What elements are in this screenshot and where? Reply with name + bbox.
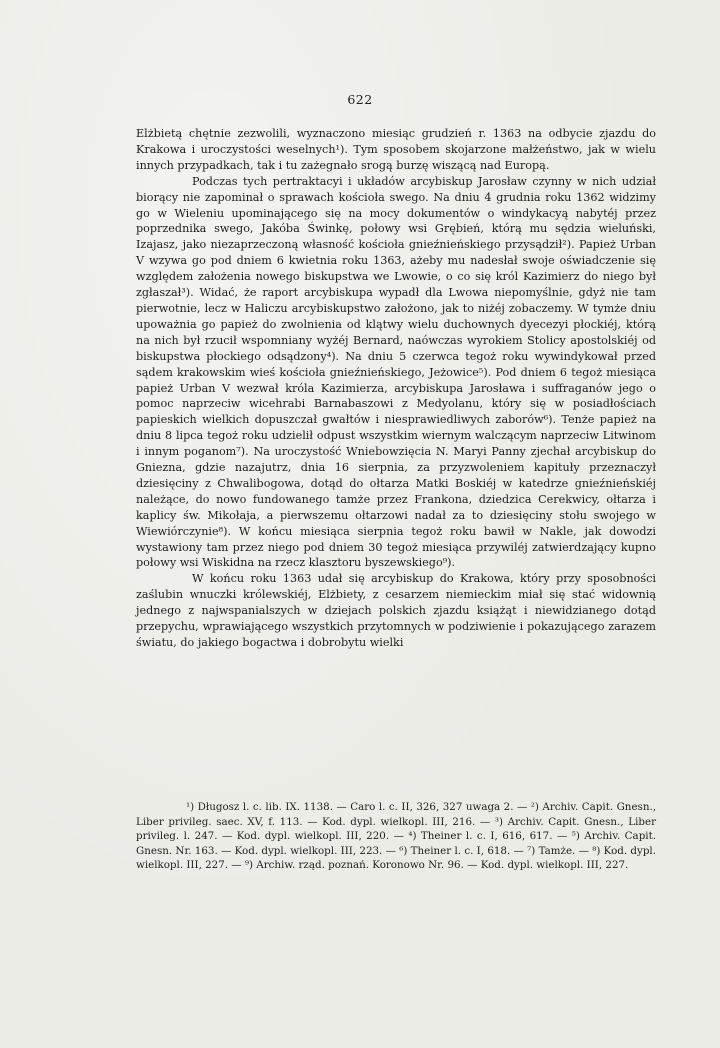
footnotes-text: ¹) Długosz l. c. lib. IX. 1138. — Caro l. c. II, 326, 327 uwaga 2. — ²) Archiv. Capit. Gnesn., Liber privileg. saec. XV, f. 113. — Kod. dypl. wielkopl. III, 216. — ³) Archiv. Capit. Gnesn., Liber privileg. l. 247. — Kod. dypl. wielkopl. III, 220. — ⁴) Theiner l. c. I, 616, 617. — ⁵) Archiv. Capit. Gnesn. Nr. 163. — Kod. dypl. wielkopl. III, 223. — ⁶) Theiner l. c. I, 618. — ⁷) Tamże. — ⁸) Kod. dypl. wielkopl. III, 227. — ⁹) Archiw. rząd. poznań. Koronowo Nr. 96. — Kod. dypl. wielkopl. III, 227.	[136, 801, 656, 872]
paragraph-3: W końcu roku 1363 udał się arcybiskup do Krakowa, który przy sposobności zaślubin wnuczki królewskiéj, Elżbiety, z cesarzem niemieckim miał się stać widownią jednego z najwspanialszych w dziejach polskich zjazdu książąt i niewidzianego dotąd przepychu, wprawiającego wszystkich przytomnych w podziwienie i pokazującego zarazem światu, do jakiego bogactwa i dobrobytu wielki	[136, 572, 656, 649]
footnotes-block	[136, 800, 656, 873]
paragraph-2: Podczas tych pertraktacyi i układów arcybiskup Jarosław czynny w nich udział biorący nie zapominał o sprawach kościoła swego. Na dniu 4 grudnia roku 1362 widzimy go w Wieleniu upominającego się na mocy dokumentów o windykacyą nabytéj przez poprzednika swego, Jakóba Świnkę, połowy wsi Grębień, którą mu sędzia wieluński, Izajasz, jako niezaprzeczoną własność kościoła gnieźnieńskiego przysądził²). Papież Urban V wzywa go pod dniem 6 kwietnia roku 1363, ażeby mu nadesłał swoje oświadczenie się względem założenia nowego biskupstwa we Lwowie, o co się król Kazimierz do niego był zgłaszał³). Widać, że raport arcybiskupa wypadł dla Lwowa niepomyślnie, gdyż nie tam pierwotnie, lecz w Haliczu arcybiskupstwo założono, jak to niżéj zobaczemy. W tymże dniu upoważnia go papież do zwolnienia od klątwy wielu duchownych dyecezyi płockiéj, którą na nich był rzucił wspomniany wyżéj Bernard, naówczas wyrokiem Stolicy apostolskiéj od biskupstwa płockiego odsądzony⁴). Na dniu 5 czerwca tegoż roku wywindykował przed sądem krakowskim wieś kościoła gnieźnieńskiego, Jeżowice⁵). Pod dniem 6 tegoż miesiąca papież Urban V wezwał króla Kazimierza, arcybiskupa Jarosława i suffraganów jego o pomoc naprzeciw wicehrabi Barnabaszowi z Medyolanu, który się w posiadłościach papieskich wielkich dopuszczał gwałtów i niesprawiedliwych zaborów⁶). Tenże papież na dniu 8 lipca tegoż roku udzielił odpust wszystkim wiernym walczącym naprzeciw Litwinom i innym poganom⁷). Na uroczystość Wniebowzięcia N. Maryi Panny zjechał arcybiskup do Gniezna, gdzie nazajutrz, dnia 16 sierpnia, za przyzwoleniem kapituły przeznaczył dziesięciny z Chwalibogowa, dotąd do ołtarza Matki Boskiéj w katedrze gnieźnieńskiéj należące, do nowo fundowanego tamże przez Frankona, dziedzica Cerekwicy, ołtarza i kaplicy św. Mikołaja, a pierwszemu ołtarzowi nadał za to dziesięciny stołu swojego w Wiewiórczynie⁸). W końcu miesiąca sierpnia tegoż roku bawił w Nakle, jak dowodzi wystawiony tam przez niego pod dniem 30 tegoż miesiąca przywiléj zatwierdzający kupno połowy wsi Wiskidna na rzecz klasztoru byszewskiego⁹).	[136, 174, 656, 570]
main-text-body	[136, 126, 656, 651]
page-number: 622	[347, 92, 373, 107]
paragraph-1: Elżbietą chętnie zezwolili, wyznaczono miesiąc grudzień r. 1363 na odbycie zjazdu do Krakowa i uroczystości weselnych¹). Tym sposobem skojarzone małżeństwo, jak w wielu innych przypadkach, tak i tu zażegnało srogą burzę wiszącą nad Europą.	[136, 127, 656, 172]
